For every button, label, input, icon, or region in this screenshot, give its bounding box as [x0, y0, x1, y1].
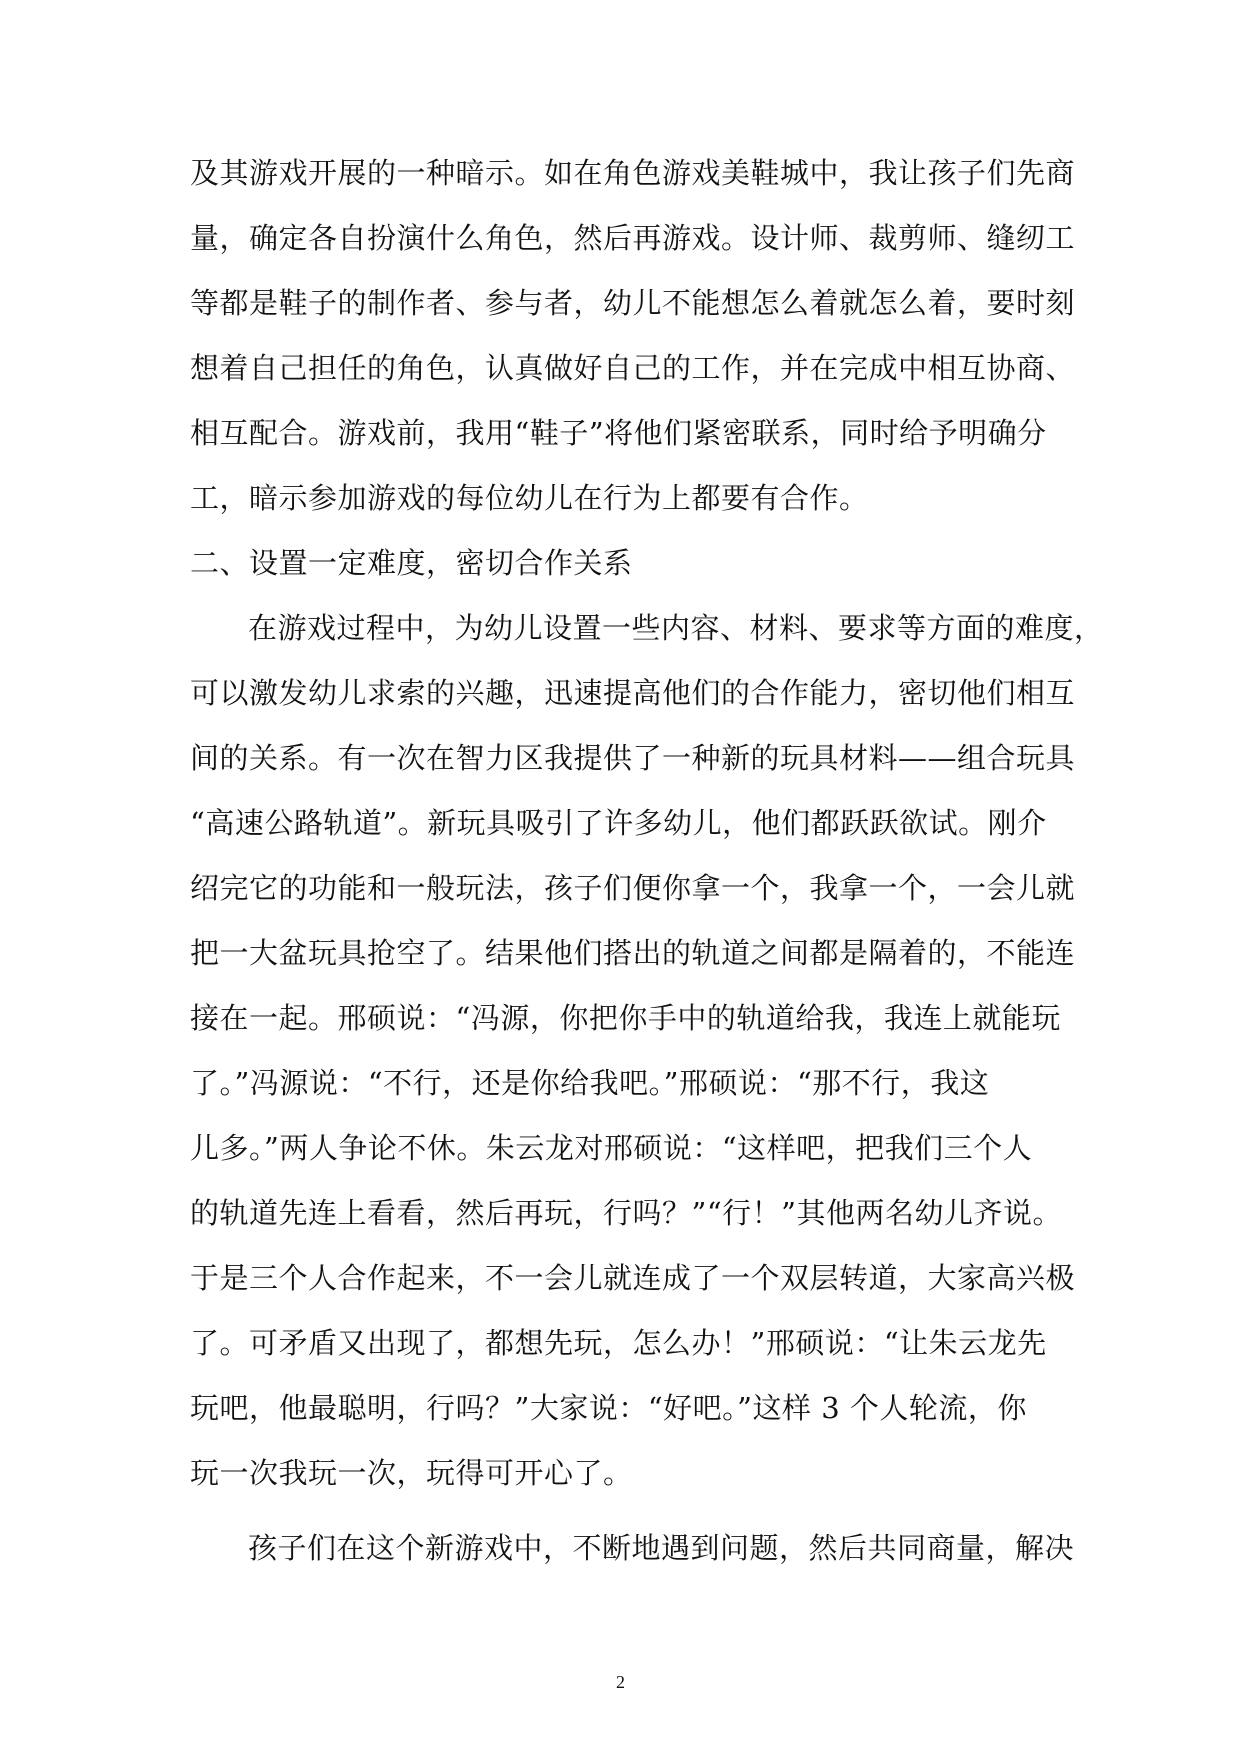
body-text-line: 绍完它的功能和一般玩法，孩子们便你拿一个，我拿一个，一会儿就 [190, 871, 1076, 905]
body-text-line: 的轨道先连上看看，然后再玩，行吗？”“行！”其他两名幼儿齐说。 [190, 1196, 1062, 1230]
body-text-line: 玩吧，他最聪明，行吗？”大家说：“好吧。”这样 3 个人轮流，你 [190, 1391, 1027, 1425]
body-text-line: 了。”冯源说：“不行，还是你给我吧。”邢硕说：“那不行，我这 [190, 1066, 990, 1100]
section-heading: 二、设置一定难度，密切合作关系 [190, 546, 633, 580]
body-text-line: 玩一次我玩一次，玩得可开心了。 [190, 1456, 633, 1490]
body-text-line: 相互配合。游戏前，我用“鞋子”将他们紧密联系，同时给予明确分 [190, 416, 1047, 450]
body-text-line: 等都是鞋子的制作者、参与者，幼儿不能想怎么着就怎么着，要时刻 [190, 286, 1076, 320]
body-text-line: 间的关系。有一次在智力区我提供了一种新的玩具材料——组合玩具 [190, 741, 1076, 775]
page-number: 2 [616, 1672, 625, 1692]
body-text-line: 接在一起。邢硕说：“冯源，你把你手中的轨道给我，我连上就能玩 [190, 1001, 1061, 1035]
body-text-line: 量，确定各自扮演什么角色，然后再游戏。设计师、裁剪师、缝纫工 [190, 221, 1076, 255]
body-text-line: 于是三个人合作起来，不一会儿就连成了一个双层转道，大家高兴极 [190, 1261, 1076, 1295]
paragraph-first-line: 在游戏过程中，为幼儿设置一些内容、材料、要求等方面的难度， [248, 611, 1104, 645]
body-text-line: 工，暗示参加游戏的每位幼儿在行为上都要有合作。 [190, 481, 869, 515]
body-text-line: 把一大盆玩具抢空了。结果他们搭出的轨道之间都是隔着的，不能连 [190, 936, 1076, 970]
body-text-line: 及其游戏开展的一种暗示。如在角色游戏美鞋城中，我让孩子们先商 [190, 156, 1076, 190]
paragraph-first-line: 孩子们在这个新游戏中，不断地遇到问题，然后共同商量，解决 [248, 1531, 1075, 1565]
body-text-line: 了。可矛盾又出现了，都想先玩，怎么办！”邢硕说：“让朱云龙先 [190, 1326, 1047, 1360]
body-text-line: 儿多。”两人争论不休。朱云龙对邢硕说：“这样吧，把我们三个人 [190, 1131, 1033, 1165]
body-text-line: 可以激发幼儿求索的兴趣，迅速提高他们的合作能力，密切他们相互 [190, 676, 1076, 710]
body-text-line: “高速公路轨道”。新玩具吸引了许多幼儿，他们都跃跃欲试。刚介 [190, 806, 1047, 840]
body-text-line: 想着自己担任的角色，认真做好自己的工作，并在完成中相互协商、 [190, 351, 1076, 385]
